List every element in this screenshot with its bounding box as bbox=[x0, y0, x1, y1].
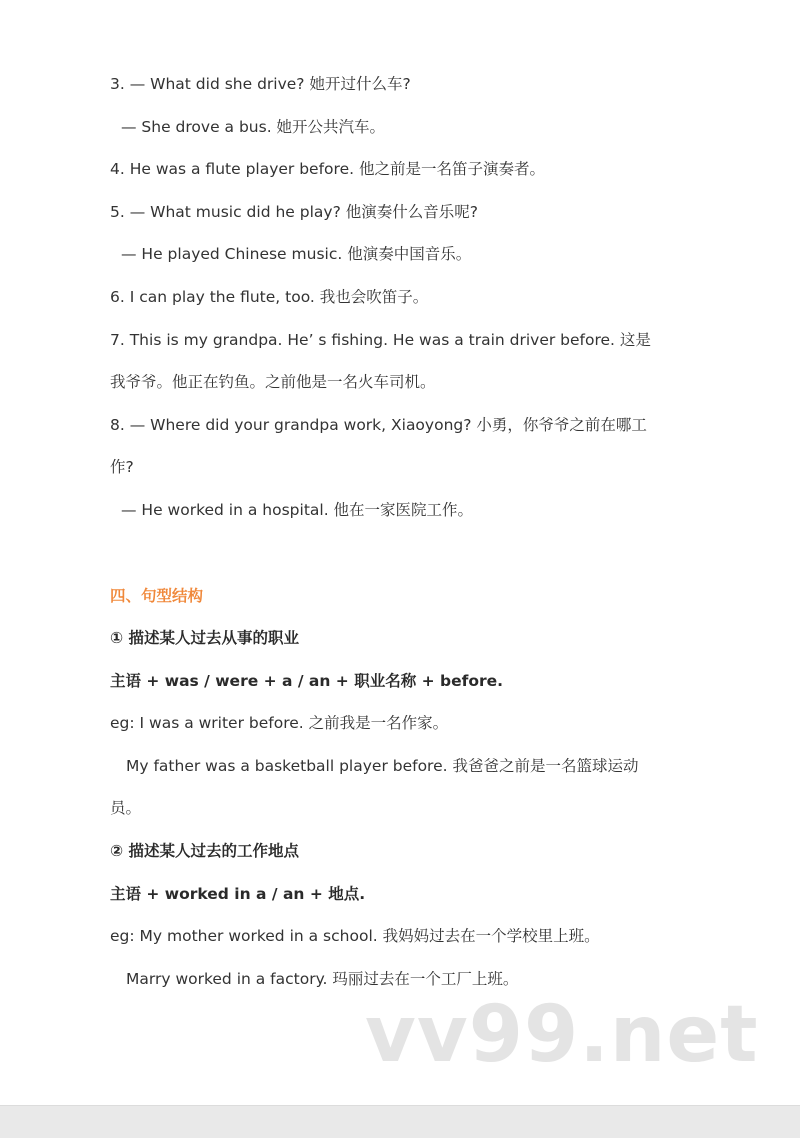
dialogue-line-5-answer: — He played Chinese music. 他演奏中国音乐。 bbox=[121, 245, 472, 263]
dialogue-line-3-question: 3. — What did she drive? 她开过什么车? bbox=[110, 75, 411, 93]
watermark: vv99.net bbox=[365, 990, 759, 1080]
sentence-7: 7. This is my grandpa. He’ s fishing. He was a train driver before. 这是 bbox=[110, 331, 651, 349]
example-workplace-1: eg: My mother worked in a school. 我妈妈过去在一个学校里上班。 bbox=[110, 927, 600, 945]
dialogue-line-3-answer: — She drove a bus. 她开公共汽车。 bbox=[121, 118, 386, 136]
subheading-occupation: ① 描述某人过去从事的职业 bbox=[110, 629, 300, 647]
dialogue-line-8-question-continued: 作? bbox=[110, 458, 134, 476]
sentence-4: 4. He was a flute player before. 他之前是一名笛子演奏者。 bbox=[110, 160, 545, 178]
dialogue-line-8-question: 8. — Where did your grandpa work, Xiaoyong? 小勇，你爷爷之前在哪工 bbox=[110, 416, 647, 434]
example-occupation-2-continued: 员。 bbox=[110, 799, 142, 817]
example-workplace-2: Marry worked in a factory. 玛丽过去在一个工厂上班。 bbox=[126, 970, 519, 988]
subheading-workplace: ② 描述某人过去的工作地点 bbox=[110, 842, 300, 860]
example-occupation-1: eg: I was a writer before. 之前我是一名作家。 bbox=[110, 714, 449, 732]
formula-workplace: 主语 + worked in a / an + 地点. bbox=[110, 885, 366, 903]
dialogue-line-5-question: 5. — What music did he play? 他演奏什么音乐呢? bbox=[110, 203, 478, 221]
section-heading: 四、句型结构 bbox=[110, 587, 204, 605]
sentence-6: 6. I can play the flute, too. 我也会吹笛子。 bbox=[110, 288, 429, 306]
dialogue-line-8-answer: — He worked in a hospital. 他在一家医院工作。 bbox=[121, 501, 474, 519]
page-bottom-margin bbox=[0, 1105, 800, 1138]
example-occupation-2: My father was a basketball player before. 我爸爸之前是一名篮球运动 bbox=[126, 757, 639, 775]
sentence-7-continued: 我爷爷。他正在钓鱼。之前他是一名火车司机。 bbox=[110, 373, 436, 391]
formula-occupation: 主语 + was / were + a / an + 职业名称 + before. bbox=[110, 672, 504, 690]
